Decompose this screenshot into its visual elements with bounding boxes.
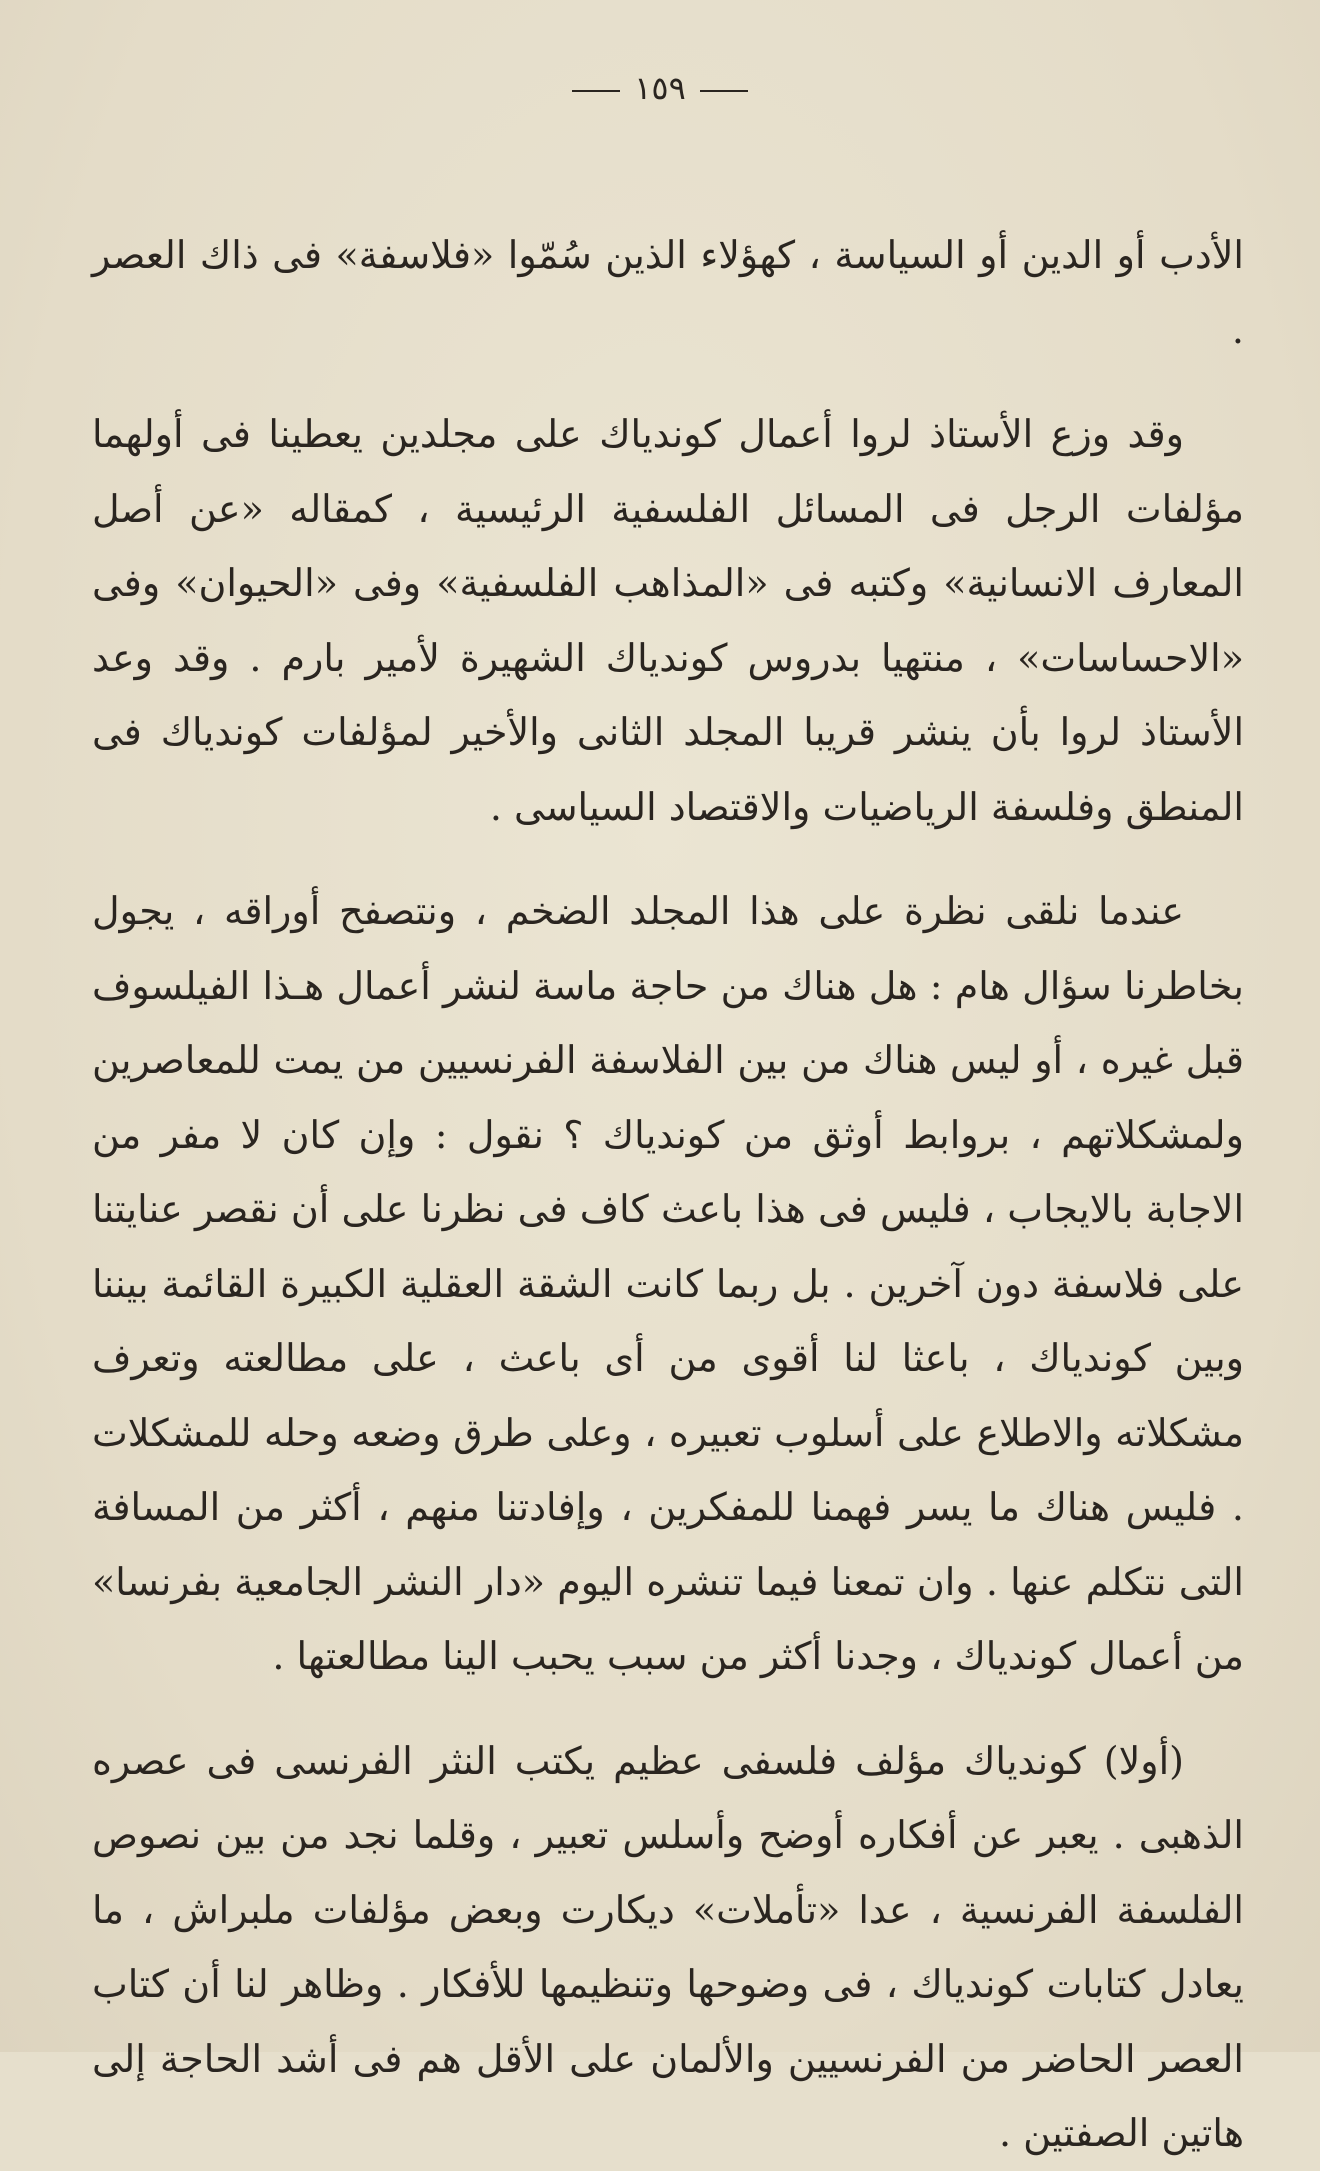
paragraph-volumes: وقد وزع الأستاذ لروا أعمال كوندياك على مجلدين يعطينا فى أولهما مؤلفات الرجل فى المسائل الفلسفية الرئيسية ، كمقاله «عن أصل المعارف الانسانية» وكتبه فى «المذاهب الفلسفية» وفى «الحيوان» وفى «الاحساسات» ، منتهيا بدروس كوندياك الشهيرة لأمير بارم . وقد وعد الأستاذ لروا بأن ينشر قريبا المجلد الثانى والأخير لمؤلفات كوندياك فى المنطق وفلسفة الرياضيات والاقتصاد السياسى .	[92, 412, 1244, 829]
paragraph-first-reason: (أولا) كوندياك مؤلف فلسفى عظيم يكتب النثر الفرنسى فى عصره الذهبى . يعبر عن أفكاره أوضح وأسلس تعبير ، وقلما نجد من بين نصوص الفلسفة الفرنسية ، عدا «تأملات» ديكارت وبعض مؤلفات ملبراش ، ما يعادل كتابات كوندياك ، فى وضوحها وتنظيمها للأفكار . وظاهر لنا أن كتاب العصر الحاضر من الفرنسيين والألمان على الأقل هم فى أشد الحاجة إلى هاتين الصفتين .	[92, 1738, 1244, 2155]
page-number-header	[0, 64, 1320, 112]
right-dash-ornament	[700, 90, 748, 92]
paragraph-continuation: الأدب أو الدين أو السياسة ، كهؤلاء الذين سُمّوا «فلاسفة» فى ذاك العصر .	[92, 233, 1244, 352]
page-number: ١٥٩	[634, 69, 686, 107]
paragraph-question: عندما نلقى نظرة على هذا المجلد الضخم ، ونتصفح أوراقه ، يجول بخاطرنا سؤال هام : هل هناك من حاجة ماسة لنشر أعمال هـذا الفيلسوف قبل غيره ، أو ليس هناك من بين الفلاسفة الفرنسيين من يمت للمعاصرين ولمشكلاتهم ، بروابط أوثق من كوندياك ؟ نقول : وإن كان لا مفر من الاجابة بالايجاب ، فليس فى هذا باعث كاف فى نظرنا على أن نقصر عنايتنا على فلاسفة دون آخرين . بل ربما كانت الشقة العقلية الكبيرة القائمة بيننا وبين كوندياك ، باعثا لنا أقوى من أى باعث ، على مطالعته وتعرف مشكلاته والاطلاع على أسلوب تعبيره ، وعلى طرق وضعه وحله للمشكلات . فليس هناك ما يسر فهمنا للمفكرين ، وإفادتنا منهم ، أكثر من المسافة التى نتكلم عنها . وان تمعنا فيما تنشره اليوم «دار النشر الجامعية بفرنسا» من أعمال كوندياك ، وجدنا أكثر من سبب يحبب الينا مطالعتها .	[92, 889, 1244, 1678]
body-text	[92, 218, 1244, 2171]
left-dash-ornament	[572, 90, 620, 92]
